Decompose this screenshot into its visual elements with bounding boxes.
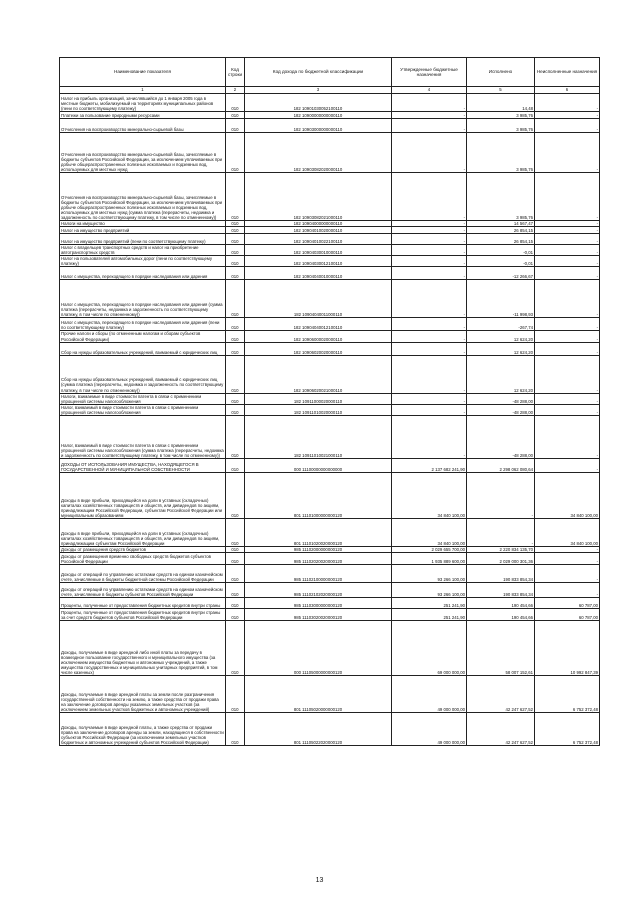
row-code: 010	[226, 393, 245, 404]
row-approved: -	[392, 416, 467, 459]
row-kbk: 182 10903082021000110	[245, 173, 392, 221]
row-name: Отчисления на воспроизводство минерально-сырьевой базы	[60, 119, 226, 133]
row-name: Доходы от операций по управлению остатками средств на едином казначейском счете, зачисляемые в бюджеты бюджетной системы Российской Федерации	[60, 565, 226, 583]
table-row	[60, 355, 600, 393]
row-executed: 12 624,20	[467, 331, 535, 342]
row-kbk: 985 11102102020000120	[245, 583, 392, 598]
row-approved: -	[392, 355, 467, 393]
row-approved: -	[392, 94, 467, 112]
table-row	[60, 331, 600, 342]
row-name: Налог с имущества, переходящего в порядке наследования или дарения	[60, 267, 226, 280]
row-name: Проценты, полученные от предоставления бюджетных кредитов внутри страны за счет средств бюджетов субъектов Российской Федерации	[60, 609, 226, 621]
row-name: Доходы, получаемые в виде арендной либо иной платы за передачу в возмездное пользование государственного и муниципального имущества (за исключением имущества бюджетных и автономных учреждений, а также имущества государственных и муниципальных унитарных предприятий, в том числе казенных)	[60, 621, 226, 676]
column-number-row	[60, 87, 600, 94]
row-unexecuted: -	[535, 583, 600, 598]
row-unexecuted: 34 840 100,00	[535, 473, 600, 519]
row-kbk: 985 11102020020000120	[245, 553, 392, 565]
row-approved: 2 029 655 700,00	[392, 547, 467, 553]
row-code: 010	[226, 280, 245, 318]
table-row	[60, 404, 600, 415]
row-code: 010	[226, 94, 245, 112]
row-executed: 42 247 627,52	[467, 713, 535, 746]
row-name: Проценты, полученные от предоставления бюджетных кредитов внутри страны	[60, 598, 226, 609]
table-row	[60, 173, 600, 221]
row-code: 010	[226, 519, 245, 547]
row-approved: 1 935 889 600,00	[392, 553, 467, 565]
row-code: 010	[226, 676, 245, 713]
row-executed: 26 854,15	[467, 234, 535, 245]
row-unexecuted: -	[535, 553, 600, 565]
row-approved: -	[392, 393, 467, 404]
row-executed: 190 833 854,34	[467, 565, 535, 583]
row-approved: 251 241,90	[392, 609, 467, 621]
row-kbk: 985 11102000000000120	[245, 547, 392, 553]
row-executed: -48 288,00	[467, 404, 535, 415]
row-name: Отчисления на воспроизводство минерально-сырьевой базы, зачисляемые в бюджеты субъектов Российской Федерации, за исключением уплачиваемых при добыче общераспространенных полезных ископаемых и подземных вод, используемых для местных нужд	[60, 133, 226, 173]
row-executed: -11 998,93	[467, 280, 535, 318]
row-unexecuted: -	[535, 331, 600, 342]
row-name: Доходы от размещения временно свободных средств бюджетов субъектов Российской Федерации	[60, 553, 226, 565]
row-unexecuted: -	[535, 173, 600, 221]
row-unexecuted: -	[535, 355, 600, 393]
row-code: 010	[226, 245, 245, 256]
row-kbk: 182 10906000020000110	[245, 331, 392, 342]
row-approved: -	[392, 331, 467, 342]
row-executed: 58 007 152,61	[467, 621, 535, 676]
table-row	[60, 416, 600, 459]
row-approved: -	[392, 227, 467, 234]
row-name: Доходы в виде прибыли, приходящейся на доли в уставных (складочных) капиталах хозяйственных товариществ и обществ, или дивидендов по акциям, принадлежащим Российской Федерации, субъектам Российской Федерации или муниципальным образованиям	[60, 473, 226, 519]
row-code: 010	[226, 234, 245, 245]
row-approved: -	[392, 221, 467, 227]
row-kbk: 985 11102100000000120	[245, 565, 392, 583]
row-unexecuted: -	[535, 459, 600, 473]
row-approved: -	[392, 234, 467, 245]
row-executed: -267,74	[467, 318, 535, 331]
row-kbk: 182 10904040012100110	[245, 318, 392, 331]
row-code: 010	[226, 112, 245, 119]
table-row	[60, 227, 600, 234]
row-kbk: 182 10903082020000110	[245, 133, 392, 173]
row-unexecuted: -	[535, 280, 600, 318]
row-executed: 190 454,66	[467, 598, 535, 609]
row-unexecuted: -	[535, 342, 600, 355]
row-name: Сбор на нужды образовательных учреждений, взимаемый с юридических лиц (сумма платежа (перерасчеты, недоимка и задолженность по соответствующему платежу, в том числе по отмененному))	[60, 355, 226, 393]
row-code: 010	[226, 256, 245, 267]
row-unexecuted: -	[535, 256, 600, 267]
row-approved: 251 241,90	[392, 598, 467, 609]
table-row	[60, 112, 600, 119]
row-executed: 26 854,15	[467, 227, 535, 234]
table-row	[60, 342, 600, 355]
row-kbk: 000 11105000000000120	[245, 621, 392, 676]
row-kbk: 182 10911010021000110	[245, 416, 392, 459]
row-kbk: 182 10906020020000110	[245, 342, 392, 355]
row-approved: -	[392, 342, 467, 355]
row-kbk: 801 11101000000000120	[245, 473, 392, 519]
row-code: 010	[226, 583, 245, 598]
row-name: Доходы от размещения средств бюджетов	[60, 547, 226, 553]
header-row-code: Код строки	[226, 58, 245, 87]
row-executed: -0,01	[467, 245, 535, 256]
row-code: 010	[226, 133, 245, 173]
row-kbk: 182 10904040010000110	[245, 267, 392, 280]
table-header-row	[60, 58, 600, 87]
row-code: 010	[226, 331, 245, 342]
row-executed: -	[467, 519, 535, 547]
row-name: Налог на пользователей автомобильных дорог (пени по соответствующему платежу)	[60, 256, 226, 267]
row-executed: 2 298 062 080,64	[467, 459, 535, 473]
row-name: Налог на имущество предприятий	[60, 227, 226, 234]
row-approved: 49 000 000,00	[392, 713, 467, 746]
row-executed: 2 220 834 135,70	[467, 547, 535, 553]
row-approved: -	[392, 280, 467, 318]
table-row	[60, 280, 600, 318]
row-code: 010	[226, 473, 245, 519]
row-unexecuted: 10 992 847,39	[535, 621, 600, 676]
table-row	[60, 267, 600, 280]
table-row	[60, 547, 600, 553]
table-row	[60, 459, 600, 473]
row-kbk: 182 10911010020000110	[245, 404, 392, 415]
row-name: Платежи за пользование природными ресурсами	[60, 112, 226, 119]
row-unexecuted: -	[535, 133, 600, 173]
row-unexecuted: 60 787,00	[535, 609, 600, 621]
row-approved: 34 840 100,00	[392, 473, 467, 519]
row-approved: 2 137 682 241,90	[392, 459, 467, 473]
row-name: Доходы, получаемые в виде арендной платы, а также средства от продажи права на заключение договоров аренды за земли, находящиеся в собственности субъектов Российской Федерации (за исключением земельных участков бюджетных и автономных учреждений субъектов Российской Федерации)	[60, 713, 226, 746]
header-executed: Исполнено	[467, 58, 535, 87]
row-unexecuted: -	[535, 227, 600, 234]
row-name: Налог, взимаемый в виде стоимости патента в связи с применением упрощенной системы налогообложения (сумма платежа (перерасчеты, недоимка и задолженность по соответствующему платежу, в том числе по отмененному))	[60, 416, 226, 459]
table-row	[60, 553, 600, 565]
row-name: Доходы в виде прибыли, приходящейся на доли в уставных (складочных) капиталах хозяйственных товариществ и обществ, или дивидендов по акциям, принадлежащим субъектам Российской Федерации	[60, 519, 226, 547]
row-executed: 12 624,20	[467, 355, 535, 393]
row-approved: -	[392, 119, 467, 133]
row-code: 010	[226, 598, 245, 609]
header-indicator-name: Наименование показателя	[60, 58, 226, 87]
row-executed: 3 985,76	[467, 133, 535, 173]
row-approved: -	[392, 256, 467, 267]
row-unexecuted: -	[535, 416, 600, 459]
revenue-table	[59, 57, 600, 746]
row-approved: -	[392, 112, 467, 119]
column-number: 2	[226, 87, 245, 94]
row-kbk: 182 10904000000000110	[245, 221, 392, 227]
row-approved: 69 000 000,00	[392, 621, 467, 676]
table-row	[60, 583, 600, 598]
column-number: 6	[535, 87, 600, 94]
table-row	[60, 676, 600, 713]
row-unexecuted: -	[535, 547, 600, 553]
row-executed: -0,01	[467, 256, 535, 267]
row-executed: 3 985,76	[467, 173, 535, 221]
column-number: 5	[467, 87, 535, 94]
row-name: ДОХОДЫ ОТ ИСПОЛЬЗОВАНИЯ ИМУЩЕСТВА, НАХОДЯЩЕГОСЯ В ГОСУДАРСТВЕННОЙ И МУНИЦИПАЛЬНОЙ СОБСТВЕННОСТИ	[60, 459, 226, 473]
row-approved: 93 266 100,00	[392, 565, 467, 583]
row-code: 010	[226, 416, 245, 459]
table-row	[60, 234, 600, 245]
row-executed: 190 454,66	[467, 609, 535, 621]
table-row	[60, 519, 600, 547]
row-executed: 14,48	[467, 94, 535, 112]
table-row	[60, 133, 600, 173]
table-row	[60, 94, 600, 112]
row-unexecuted: -	[535, 404, 600, 415]
row-unexecuted: -	[535, 112, 600, 119]
row-kbk: 182 10903000000000110	[245, 119, 392, 133]
row-unexecuted: 60 787,00	[535, 598, 600, 609]
table-row	[60, 565, 600, 583]
row-code: 010	[226, 713, 245, 746]
row-executed: -	[467, 473, 535, 519]
row-executed: 3 985,76	[467, 119, 535, 133]
row-unexecuted: 34 840 100,00	[535, 519, 600, 547]
row-code: 010	[226, 318, 245, 331]
row-code: 010	[226, 565, 245, 583]
row-name: Налог, взимаемый в виде стоимости патента в связи с применением упрощенной системы налогообложения	[60, 404, 226, 415]
row-approved: -	[392, 267, 467, 280]
row-unexecuted: -	[535, 245, 600, 256]
row-code: 010	[226, 609, 245, 621]
table-row	[60, 119, 600, 133]
row-name: Налог с владельцев транспортных средств и налог на приобретение автотранспортных средств	[60, 245, 226, 256]
page-number: 13	[315, 877, 324, 884]
row-code: 010	[226, 553, 245, 565]
table-row	[60, 621, 600, 676]
row-kbk: 801 11105022020000120	[245, 713, 392, 746]
column-number: 4	[392, 87, 467, 94]
row-approved: -	[392, 404, 467, 415]
row-unexecuted: -	[535, 267, 600, 280]
row-name: Налог на имущество предприятий (пени по соответствующему платежу)	[60, 234, 226, 245]
row-kbk: 801 11105020000000120	[245, 676, 392, 713]
table-row	[60, 393, 600, 404]
row-kbk: 182 10901030052100110	[245, 94, 392, 112]
row-name: Доходы от операций по управлению остатками средств на едином казначейском счете, зачисляемые в бюджеты субъектов Российской Федерации	[60, 583, 226, 598]
row-approved: -	[392, 245, 467, 256]
column-number: 1	[60, 87, 226, 94]
table-row	[60, 473, 600, 519]
row-name: Налог на прибыль организаций, зачислявшийся до 1 января 2005 года в местные бюджеты, мобилизуемый на территориях муниципальных районов (пени по соответствующему платежу)	[60, 94, 226, 112]
row-name: Налоги на имущество	[60, 221, 226, 227]
row-executed: 12 624,20	[467, 342, 535, 355]
row-approved: 34 840 100,00	[392, 519, 467, 547]
row-unexecuted: -	[535, 565, 600, 583]
row-name: Налог с имущества, переходящего в порядке наследования или дарения (пени по соответствующему платежу)	[60, 318, 226, 331]
table-row	[60, 245, 600, 256]
row-code: 010	[226, 621, 245, 676]
row-approved: -	[392, 318, 467, 331]
row-executed: -48 288,00	[467, 393, 535, 404]
row-approved: 49 000 000,00	[392, 676, 467, 713]
table-row	[60, 318, 600, 331]
row-code: 010	[226, 547, 245, 553]
row-kbk: 182 10904010020000110	[245, 227, 392, 234]
row-code: 010	[226, 342, 245, 355]
table-row	[60, 598, 600, 609]
row-kbk: 182 10904030010000110	[245, 245, 392, 256]
table-row	[60, 609, 600, 621]
row-kbk: 182 10900000000000110	[245, 112, 392, 119]
row-code: 010	[226, 119, 245, 133]
row-executed: -48 288,00	[467, 416, 535, 459]
row-kbk: 000 11100000000000000	[245, 459, 392, 473]
row-unexecuted: -	[535, 318, 600, 331]
row-executed: 190 833 854,34	[467, 583, 535, 598]
row-kbk: 182 10906020021000110	[245, 355, 392, 393]
row-approved: -	[392, 173, 467, 221]
header-unexecuted: Неисполненные назначения	[535, 58, 600, 87]
header-budget-code: Код дохода по бюджетной классификации	[245, 58, 392, 87]
header-approved: Утвержденные бюджетные назначения	[392, 58, 467, 87]
table-row	[60, 256, 600, 267]
table-row	[60, 713, 600, 746]
row-name: Отчисления на воспроизводство минерально-сырьевой базы, зачисляемые в бюджеты субъектов Российской Федерации, за исключением уплачиваемых при добыче общераспространенных полезных ископаемых и подземных вод, используемых для местных нужд (сумма платежа (перерасчеты, недоимка и задолженность по соответствующему платежу, в том числе по отмененному))	[60, 173, 226, 221]
row-executed: 42 247 627,52	[467, 676, 535, 713]
row-unexecuted: -	[535, 94, 600, 112]
row-kbk: 182 10911000020000110	[245, 393, 392, 404]
row-code: 010	[226, 355, 245, 393]
row-code: 010	[226, 459, 245, 473]
row-code: 010	[226, 173, 245, 221]
row-unexecuted: -	[535, 119, 600, 133]
row-name: Налоги, взимаемые в виде стоимости патента в связи с применением упрощенной системы налогообложения	[60, 393, 226, 404]
row-name: Налог с имущества, переходящего в порядке наследования или дарения (сумма платежа (перерасчеты, недоимка и задолженность по соответствующему платежу, в том числе по отмененному))	[60, 280, 226, 318]
row-code: 010	[226, 267, 245, 280]
row-executed: 14 567,47	[467, 221, 535, 227]
row-kbk: 182 10904030012100110	[245, 256, 392, 267]
column-number: 3	[245, 87, 392, 94]
row-unexecuted: -	[535, 393, 600, 404]
row-approved: 93 266 100,00	[392, 583, 467, 598]
row-name: Прочие налоги и сборы (по отмененным налогам и сборам субъектов Российской Федерации)	[60, 331, 226, 342]
row-unexecuted: 6 752 372,48	[535, 676, 600, 713]
row-code: 010	[226, 221, 245, 227]
row-kbk: 182 10904040011000110	[245, 280, 392, 318]
row-code: 010	[226, 404, 245, 415]
row-kbk: 182 10904010022100110	[245, 234, 392, 245]
row-unexecuted: -	[535, 234, 600, 245]
row-name: Доходы, получаемые в виде арендной платы за земли после разграничения государственной собственности на землю, а также средства от продажи права на заключение договоров аренды указанных земельных участков (за исключением земельных участков бюджетных и автономных учреждений)	[60, 676, 226, 713]
row-executed: 2 029 000 301,36	[467, 553, 535, 565]
row-name: Сбор на нужды образовательных учреждений, взимаемый с юридических лиц	[60, 342, 226, 355]
row-executed: 3 985,76	[467, 112, 535, 119]
row-unexecuted: -	[535, 221, 600, 227]
row-code: 010	[226, 227, 245, 234]
row-kbk: 985 11103000000000120	[245, 598, 392, 609]
row-executed: -12 266,67	[467, 267, 535, 280]
row-unexecuted: 6 752 372,48	[535, 713, 600, 746]
row-approved: -	[392, 133, 467, 173]
row-kbk: 985 11103020020000120	[245, 609, 392, 621]
row-kbk: 801 11101020020000120	[245, 519, 392, 547]
